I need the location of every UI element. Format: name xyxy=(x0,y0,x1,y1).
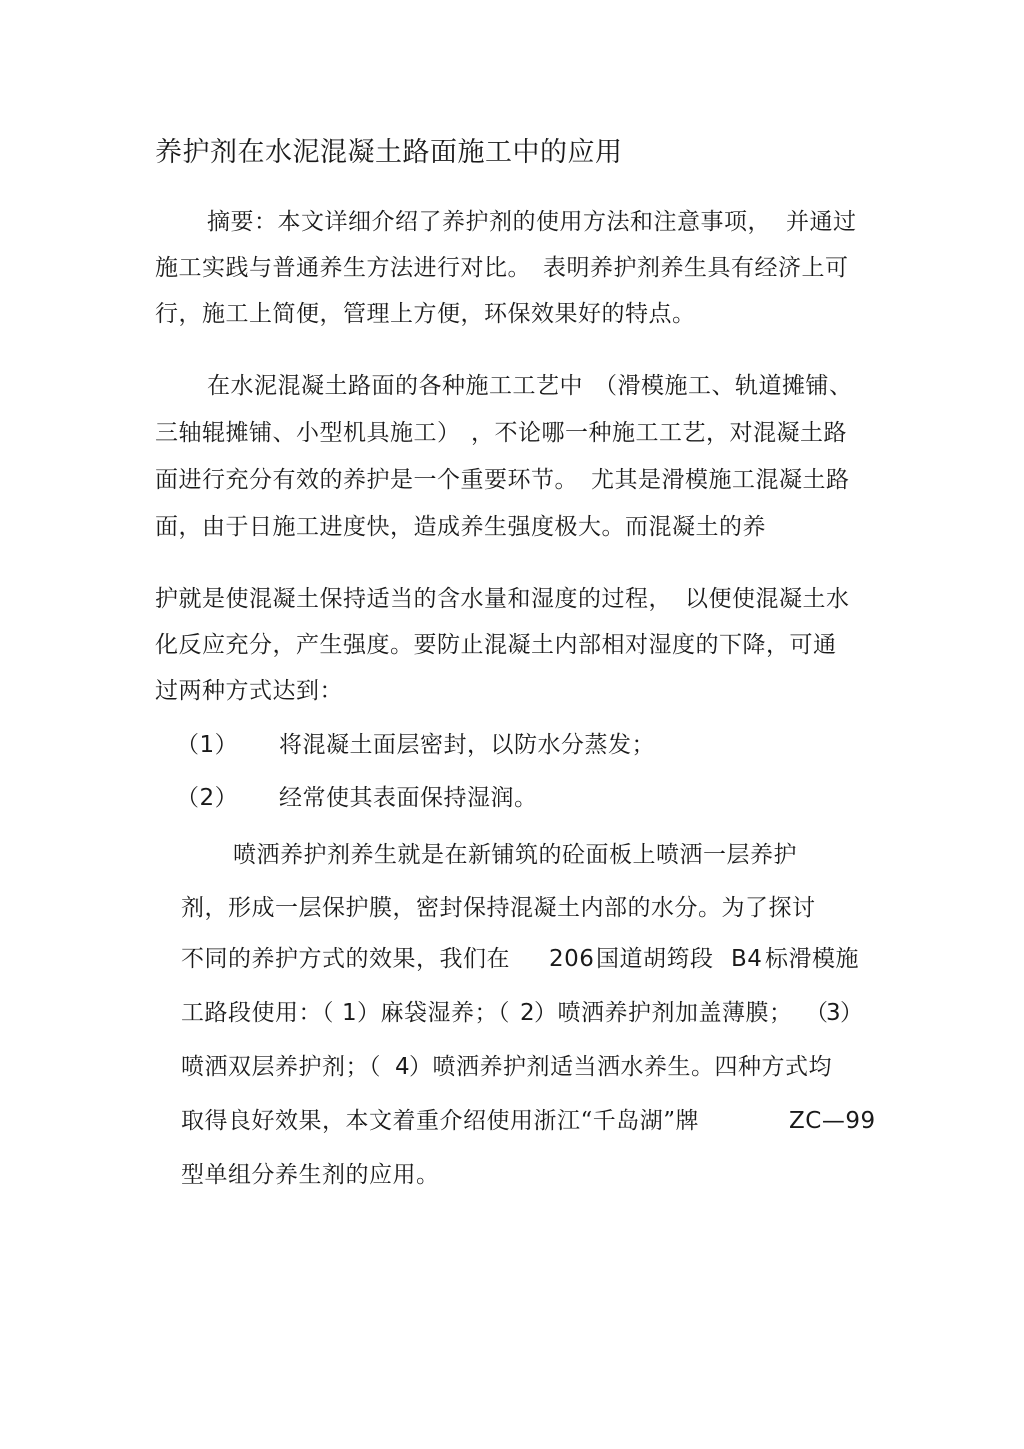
p3-line-5-num4: 4 xyxy=(395,1054,411,1080)
p1-line-3b: 尤其是滑模施工混凝土路 xyxy=(591,467,850,493)
p3-line-6-model: ZC—99 xyxy=(789,1108,876,1134)
p2-line-3: 过两种方式达到： xyxy=(155,678,343,704)
p3-line-4-num3: 3 xyxy=(826,1000,842,1026)
abstract-line-1b: 并通过 xyxy=(786,209,857,235)
p3-line-3-code: B4 xyxy=(731,946,763,972)
p3-line-4b: ）麻袋湿养；（ xyxy=(357,1000,510,1026)
p1-line-3a: 面进行充分有效的养护是一个重要环节。 xyxy=(155,467,578,493)
p3-line-7: 型单组分养生剂的应用。 xyxy=(181,1162,440,1188)
p3-line-3-number: 206 xyxy=(549,946,595,972)
list-number: （1） xyxy=(176,732,239,758)
p2-line-2: 化反应充分，产生强度。要防止混凝土内部相对湿度的下降，可通 xyxy=(155,632,837,658)
list-item-text: 将混凝土面层密封，以防水分蒸发； xyxy=(279,732,655,758)
p3-line-2: 剂，形成一层保护膜，密封保持混凝土内部的水分。为了探讨 xyxy=(181,895,816,921)
p1-line-1b: （滑模施工、轨道摊铺、 xyxy=(594,373,853,399)
p1-line-1a: 在水泥混凝土路面的各种施工工艺中 xyxy=(207,373,583,399)
p3-line-4e: ） xyxy=(840,1000,864,1026)
p3-line-4-num2: 2 xyxy=(520,1000,536,1026)
document-title: 养护剂在水泥混凝土路面施工中的应用 xyxy=(155,137,623,168)
abstract-line-2a: 施工实践与普通养生方法进行对比。 xyxy=(155,255,531,281)
p2-line-1b: 以便使混凝土水 xyxy=(685,586,850,612)
p3-line-4a: 工路段使用：（ xyxy=(181,1000,334,1026)
p2-line-1a: 护就是使混凝土保持适当的含水量和湿度的过程， xyxy=(155,586,672,612)
p3-line-5a: 喷洒双层养护剂；（ xyxy=(181,1054,381,1080)
p3-line-3a: 不同的养护方式的效果，我们在 xyxy=(181,946,510,972)
p1-line-2b: ，不论哪一种施工工艺，对混凝土路 xyxy=(471,420,847,446)
p3-line-4c: ）喷洒养护剂加盖薄膜； xyxy=(534,1000,793,1026)
p3-line-6a: 取得良好效果，本文着重介绍使用浙江“千岛湖”牌 xyxy=(181,1108,700,1134)
list-item-text: 经常使其表面保持湿润。 xyxy=(279,785,538,811)
p3-line-1: 喷洒养护剂养生就是在新铺筑的砼面板上喷洒一层养护 xyxy=(233,842,797,868)
p3-line-5b: ）喷洒养护剂适当洒水养生。四种方式均 xyxy=(409,1054,832,1080)
list-number: （2） xyxy=(176,785,239,811)
p3-line-4d: （ xyxy=(805,1000,829,1026)
abstract-line-2b: 表明养护剂养生具有经济上可 xyxy=(543,255,849,281)
abstract-line-1a: 摘要：本文详细介绍了养护剂的使用方法和注意事项， xyxy=(207,209,771,235)
abstract-line-3: 行，施工上简便，管理上方便，环保效果好的特点。 xyxy=(155,301,696,327)
p1-line-4: 面，由于日施工进度快，造成养生强度极大。而混凝土的养 xyxy=(155,514,766,540)
p1-line-2a: 三轴辊摊铺、小型机具施工） xyxy=(155,420,461,446)
p3-line-4-num1: 1 xyxy=(342,1000,358,1026)
p3-line-3c: 标滑模施 xyxy=(765,946,859,972)
p3-line-3b: 国道胡筠段 xyxy=(596,946,714,972)
